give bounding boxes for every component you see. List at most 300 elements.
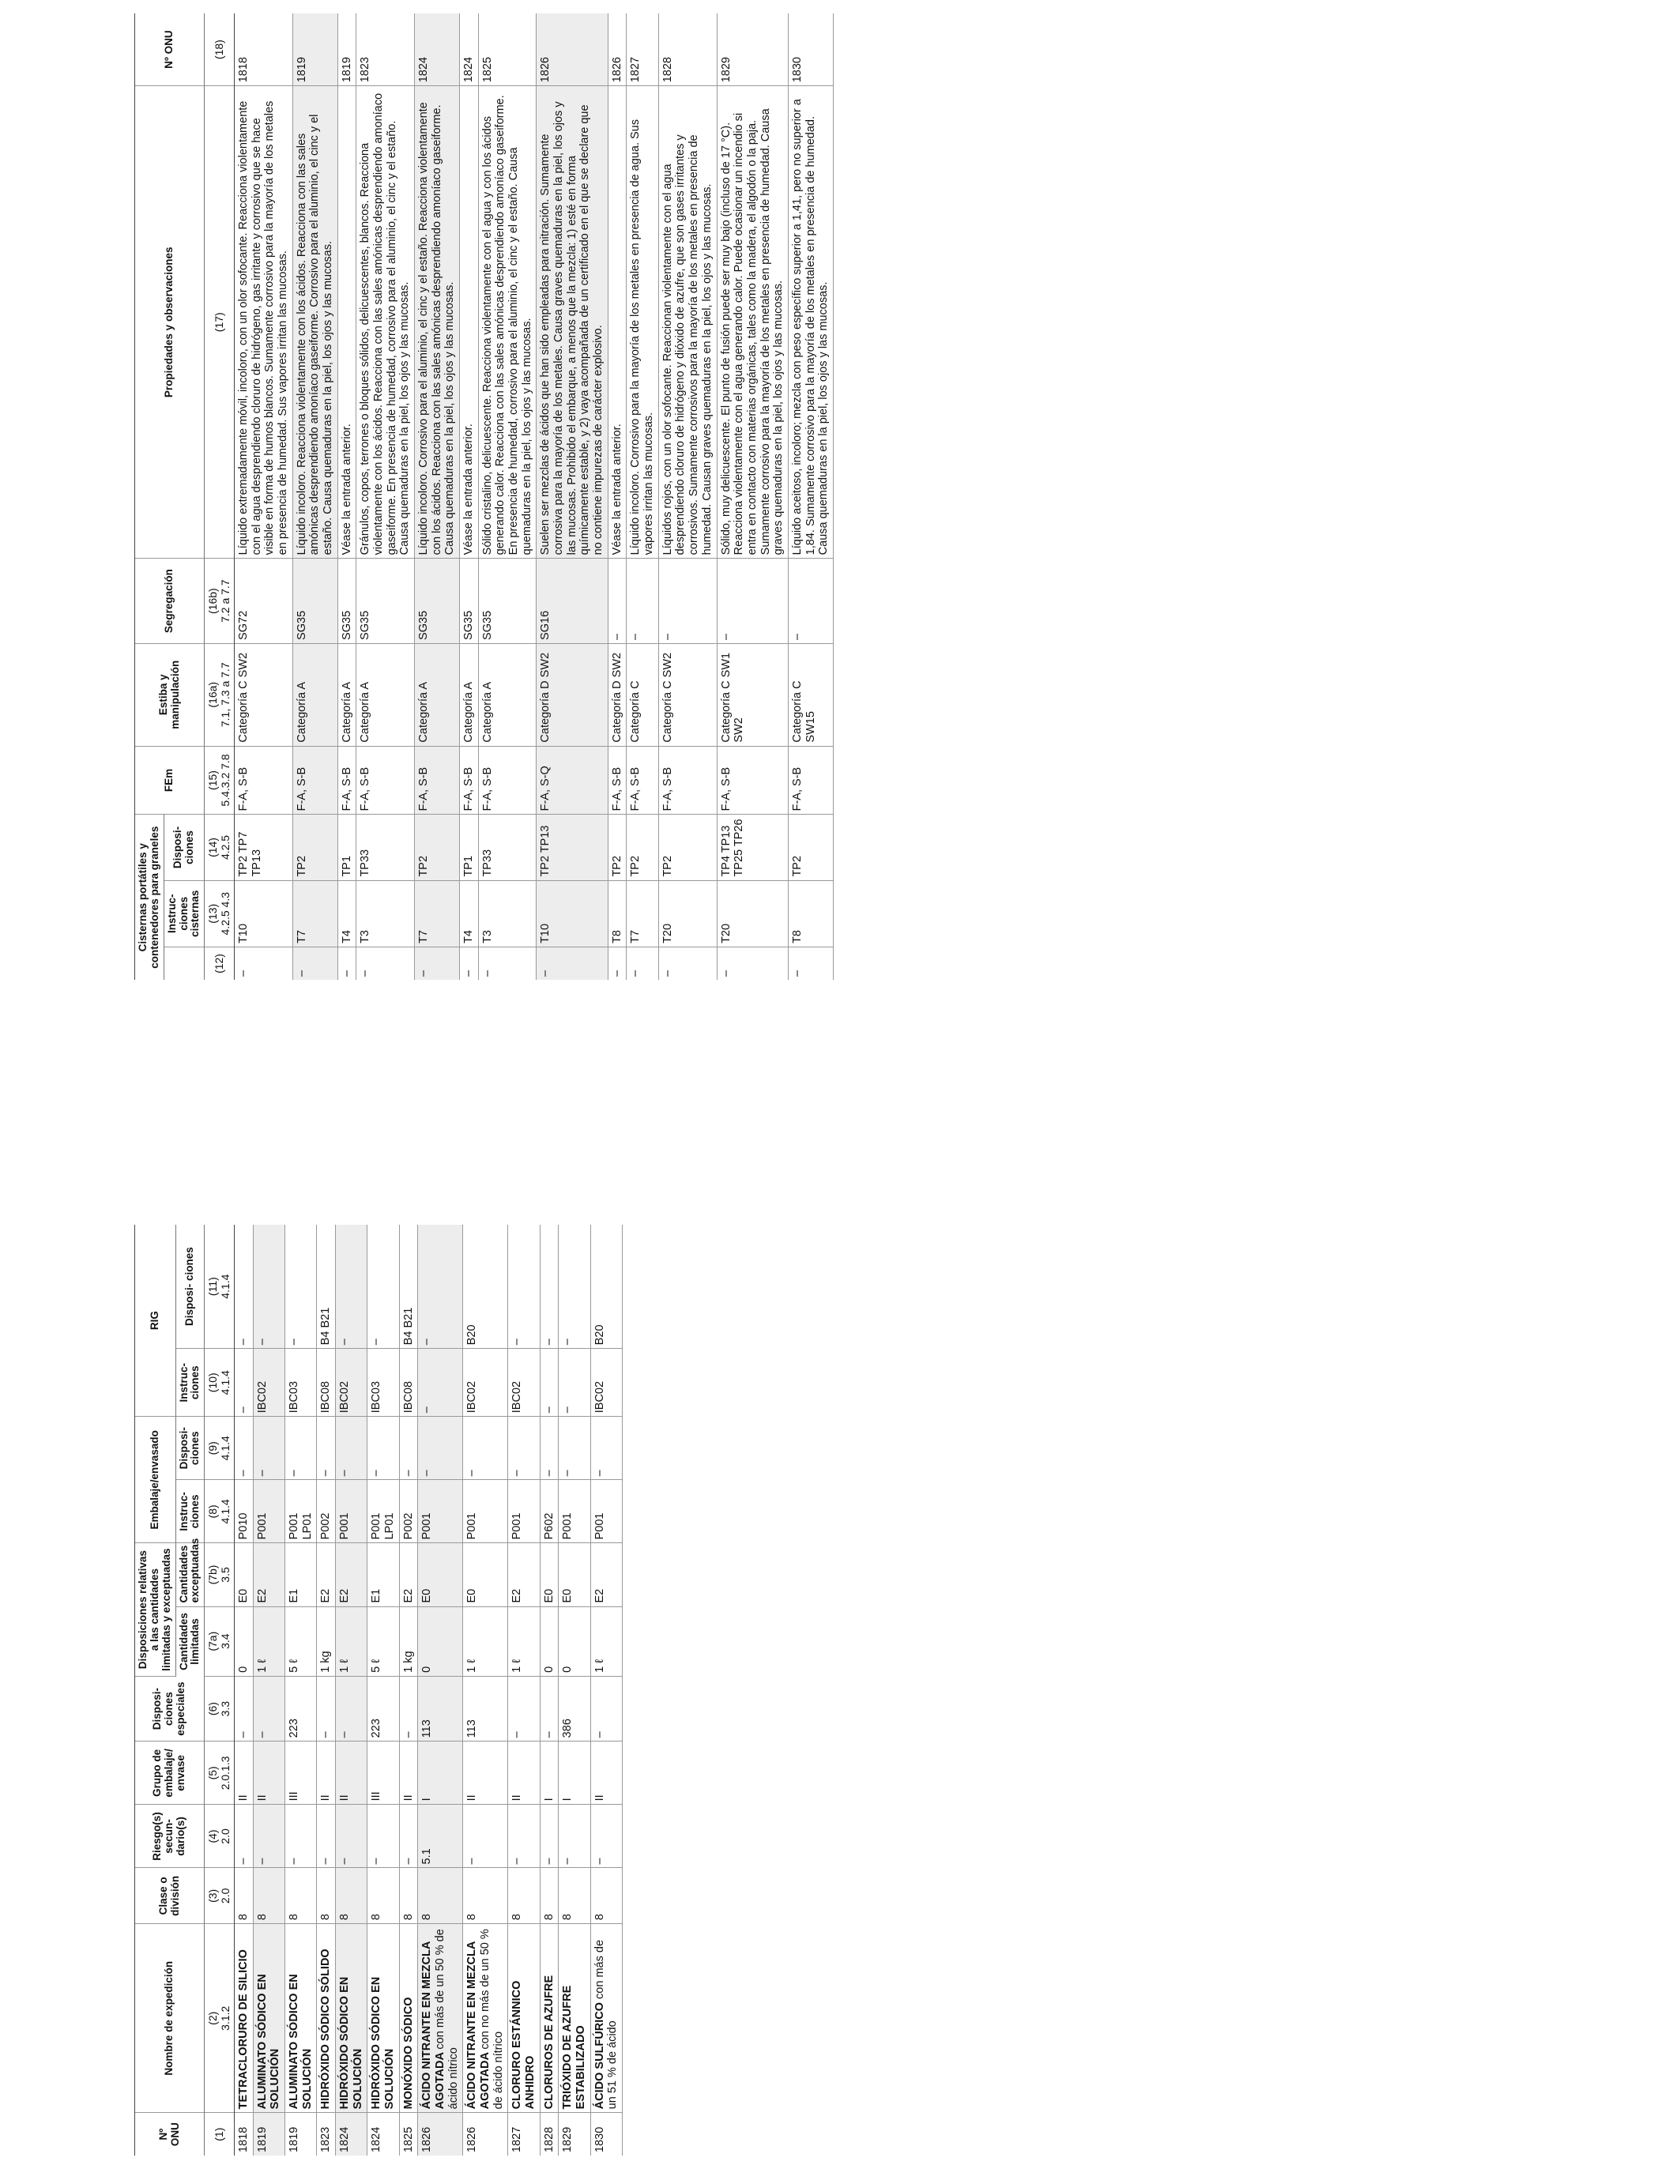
- shipping-name-qualifier: con no más de un 50 % de ácido nítrico: [479, 1929, 505, 2110]
- column-ref: [205, 13, 235, 86]
- column-ref: [205, 1676, 235, 1741]
- un-number: 1825: [478, 13, 537, 86]
- ibc-provision: B20: [590, 1225, 622, 1349]
- tank-instruction: T3: [478, 880, 537, 947]
- segregation-code: SG35: [478, 559, 537, 644]
- excepted-quantity: E0: [540, 1543, 559, 1606]
- tank-column-12: –: [539, 970, 552, 977]
- un-number: 1819: [292, 13, 337, 86]
- class: 8: [285, 1868, 317, 1924]
- ibc-provision: –: [418, 1225, 463, 1349]
- un-number: 1828: [658, 13, 717, 86]
- subsidiary-risk: –: [285, 1805, 317, 1868]
- dangerous-goods-list-part-1: [134, 1225, 623, 2156]
- column-ref-section: 4.1.4: [218, 1274, 232, 1299]
- column-ref: [205, 1417, 235, 1480]
- shipping-name-text: ALUMINATO SÓDICO EN SOLUCIÓN: [255, 1974, 282, 2110]
- column-ref-number: (1): [212, 2127, 225, 2141]
- packing-provision: –: [336, 1417, 367, 1480]
- packing-provision: –: [285, 1417, 317, 1480]
- ems-code: F-A, S-B: [658, 746, 717, 815]
- limited-quantity: 1 kg: [317, 1606, 336, 1676]
- tank-provision: TP4 TP13 TP25 TP26: [717, 815, 788, 880]
- column-ref: [205, 559, 235, 644]
- ibc-instruction: –: [559, 1349, 590, 1417]
- ibc-provision: –: [253, 1225, 284, 1349]
- class: 8: [590, 1868, 622, 1924]
- limited-quantity: 1 ℓ: [336, 1606, 367, 1676]
- column-ref-section: 3.4: [218, 1633, 232, 1649]
- properties-observations: Líquido extremadamente móvil, incoloro, con un olor sofocante. Reacciona violentamente con el agua desprendiendo cloruro de hidrógeno, gas irritante y corrosivo que se hace visible en forma de humos blancos. Sumamente corrosivo para la mayoría de los metales en presencia de humedad. Sus vapores irritan las mucosas.: [235, 86, 293, 559]
- tank-column-12: –: [610, 970, 623, 977]
- dangerous-goods-list-part-2: [134, 13, 834, 980]
- class: 8: [336, 1868, 367, 1924]
- column-ref: [205, 1225, 235, 1349]
- subsidiary-risk: –: [399, 1805, 418, 1868]
- header-subsidiary-risk: Riesgo(s) secun- dario(s): [135, 1805, 205, 1868]
- segregation-code: SG35: [415, 559, 460, 644]
- table-row: [418, 1225, 463, 2156]
- packing-provision: –: [590, 1417, 622, 1480]
- column-ref: [205, 1480, 235, 1543]
- table-row: [253, 1225, 284, 2156]
- shipping-name-text: CLORURO ESTÁNNICO ANHIDRO: [510, 1980, 537, 2110]
- class: 8: [253, 1868, 284, 1924]
- excepted-quantity: E2: [399, 1543, 418, 1606]
- tank-instruction: T4: [337, 880, 356, 947]
- ibc-instruction: IBC03: [285, 1349, 317, 1417]
- stowage-category: Categoría C: [627, 643, 658, 746]
- header-segregation: Segregación: [135, 559, 205, 644]
- packing-group: II: [336, 1742, 367, 1805]
- properties-observations: Líquido incoloro. Corrosivo para el aluminio, el cinc y el estaño. Reacciona violentamente con los ácidos. Reacciona con las sales amónicas desprendiendo amoníaco gaseiforme. Causa quemaduras en la piel, los ojos y las mucosas.: [415, 86, 460, 559]
- table-row: [590, 1225, 622, 2156]
- column-ref: [205, 1805, 235, 1868]
- column-reference-row-right: [205, 13, 235, 980]
- limited-quantity: 1 ℓ: [590, 1606, 622, 1676]
- ems-code: F-A, S-Q: [537, 746, 608, 815]
- packing-instruction: P001: [336, 1480, 367, 1543]
- tank-instruction: T8: [608, 880, 627, 947]
- special-provisions: 223: [285, 1676, 317, 1741]
- ibc-provision: –: [559, 1225, 590, 1349]
- segregation-code: SG72: [235, 559, 293, 644]
- un-number: 1823: [356, 13, 415, 86]
- tank-instruction: T20: [658, 880, 717, 947]
- excepted-quantity: E2: [253, 1543, 284, 1606]
- header-limited-quantities: Cantidades limitadas: [175, 1606, 205, 1676]
- column-ref: [205, 947, 235, 980]
- header-properties: Propiedades y observaciones: [135, 86, 205, 559]
- header-packing-instructions: Instruc- ciones: [175, 1480, 205, 1543]
- table-row: [356, 13, 415, 980]
- properties-observations: Véase la entrada anterior.: [460, 86, 479, 559]
- column-ref: [205, 746, 235, 815]
- subsidiary-risk: –: [317, 1805, 336, 1868]
- table-row: [337, 13, 356, 980]
- table-row: [285, 1225, 317, 2156]
- subsidiary-risk: –: [235, 1805, 254, 1868]
- tank-column-12: –: [237, 970, 250, 977]
- header-ibc-instructions: Instruc- ciones: [175, 1349, 205, 1417]
- dangerous-goods-table-right: [134, 13, 834, 980]
- excepted-quantity: E1: [285, 1543, 317, 1606]
- shipping-name: [508, 1924, 540, 2113]
- stowage-category: Categoría A: [292, 643, 337, 746]
- subsidiary-risk: –: [590, 1805, 622, 1868]
- ems-code: F-A, S-B: [337, 746, 356, 815]
- tank-provision: TP2: [627, 815, 658, 880]
- limited-quantity: 0: [540, 1606, 559, 1676]
- packing-group: II: [463, 1742, 508, 1805]
- column-ref-number: (5): [206, 1766, 220, 1780]
- packing-provision: –: [399, 1417, 418, 1480]
- table-row: [508, 1225, 540, 2156]
- stowage-category: Categoría C SW1 SW2: [717, 643, 788, 746]
- header-tank-provisions: Disposi- ciones: [164, 815, 205, 880]
- properties-observations: Líquido aceitoso, incoloro; mezcla con peso específico superior a 1,41, pero no superior a 1,84. Sumamente corrosivo para la mayoría de los metales en presencia de humedad. Causa quemaduras en la piel, los ojos y las mucosas.: [788, 86, 833, 559]
- column-ref: [205, 643, 235, 746]
- segregation-code: –: [627, 559, 658, 644]
- header-shipping-name: Nombre de expedición: [135, 1924, 205, 2113]
- packing-instruction: P010: [235, 1480, 254, 1543]
- un-number: 1824: [460, 13, 479, 86]
- header-ibc: RIG: [135, 1225, 176, 1417]
- table-row: [235, 13, 293, 980]
- shipping-name: [590, 1924, 622, 2113]
- column-ref-number: (9): [206, 1441, 220, 1455]
- packing-provision: –: [508, 1417, 540, 1480]
- header-limited-excepted: Disposiciones relativas a las cantidades limitadas y exceptuadas: [135, 1543, 176, 1676]
- shipping-name: [285, 1924, 317, 2113]
- segregation-code: –: [717, 559, 788, 644]
- un-number: 1824: [370, 2126, 383, 2152]
- header-class: Clase o división: [135, 1868, 205, 1924]
- tank-provision: TP2: [415, 815, 460, 880]
- un-number: 1826: [608, 13, 627, 86]
- limited-quantity: 1 ℓ: [463, 1606, 508, 1676]
- tank-provision: TP1: [460, 815, 479, 880]
- ibc-provision: –: [508, 1225, 540, 1349]
- tank-provision: TP1: [337, 815, 356, 880]
- packing-provision: –: [317, 1417, 336, 1480]
- ibc-instruction: IBC08: [317, 1349, 336, 1417]
- tank-instruction: T7: [627, 880, 658, 947]
- segregation-code: SG35: [356, 559, 415, 644]
- column-ref-number: (16a): [206, 681, 220, 708]
- un-number: 1826: [465, 2126, 479, 2152]
- subsidiary-risk: –: [508, 1805, 540, 1868]
- column-ref-number: (18): [212, 40, 225, 60]
- tank-provision: TP2 TP7 TP13: [235, 815, 293, 880]
- packing-group: II: [590, 1742, 622, 1805]
- table-row: [235, 1225, 254, 2156]
- shipping-name-qualifier: con más de un 50 % de ácido nítrico: [434, 1929, 460, 2110]
- shipping-name-text: TRIÓXIDO DE AZUFRE ESTABILIZADO: [561, 1985, 588, 2110]
- special-provisions: –: [540, 1676, 559, 1741]
- packing-instruction: P001: [253, 1480, 284, 1543]
- column-ref-number: (17): [212, 312, 225, 333]
- un-number: 1819: [337, 13, 356, 86]
- column-ref: [205, 815, 235, 880]
- column-ref-section: 4.2.5 4.3: [218, 891, 232, 936]
- special-provisions: –: [508, 1676, 540, 1741]
- shipping-name: [336, 1924, 367, 2113]
- tank-instruction: T10: [235, 880, 293, 947]
- segregation-code: SG35: [292, 559, 337, 644]
- tank-column-12: –: [480, 970, 494, 977]
- ibc-provision: B4 B21: [317, 1225, 336, 1349]
- column-ref: [205, 86, 235, 559]
- column-ref-section: 7.2 a 7.7: [218, 579, 232, 623]
- properties-observations: Líquidos rojos, con un olor sofocante. Reaccionan violentamente con el agua desprendiendo cloruro de hidrógeno y dióxido de azufre, que son gases irritantes y corrosivos. Sumamente corrosivos para la mayoría de los metales en presencia de humedad. Causan graves quemaduras en la piel, los ojos y las mucosas.: [658, 86, 717, 559]
- right-table-body: [235, 13, 834, 980]
- table-row: [717, 13, 788, 980]
- packing-instruction: P001: [559, 1480, 590, 1543]
- un-number: 1826: [537, 13, 608, 86]
- column-ref-number: (2): [206, 2011, 220, 2025]
- class: 8: [317, 1868, 336, 1924]
- header-special-provisions: Disposi- ciones especiales: [135, 1676, 205, 1741]
- header-packing-group: Grupo de embalaje/ envase: [135, 1742, 205, 1805]
- shipping-name: [540, 1924, 559, 2113]
- table-row: [317, 1225, 336, 2156]
- packing-instruction: P002: [317, 1480, 336, 1543]
- class: 8: [418, 1868, 463, 1924]
- ibc-instruction: IBC02: [508, 1349, 540, 1417]
- ems-code: F-A, S-B: [415, 746, 460, 815]
- table-row: [537, 13, 608, 980]
- un-number: 1830: [593, 2126, 606, 2152]
- packing-group: II: [317, 1742, 336, 1805]
- tank-instruction: T7: [415, 880, 460, 947]
- packing-instruction: P001: [418, 1480, 463, 1543]
- stowage-category: Categoría C SW2: [235, 643, 293, 746]
- subsidiary-risk: –: [367, 1805, 399, 1868]
- packing-instruction: P001 LP01: [285, 1480, 317, 1543]
- ibc-provision: –: [540, 1225, 559, 1349]
- tank-instruction: T20: [717, 880, 788, 947]
- column-ref-number: (14): [206, 838, 220, 857]
- table-row: [336, 1225, 367, 2156]
- stowage-category: Categoría A: [337, 643, 356, 746]
- special-provisions: 223: [367, 1676, 399, 1741]
- table-row: [463, 1225, 508, 2156]
- un-number: 1825: [401, 2126, 415, 2152]
- table-row: [460, 13, 479, 980]
- ibc-provision: B4 B21: [399, 1225, 418, 1349]
- column-ref-section: 3.5: [218, 1567, 232, 1583]
- class: 8: [235, 1868, 254, 1924]
- column-ref-number: (11): [206, 1277, 220, 1297]
- column-ref-section: 3.1.2: [218, 2005, 232, 2031]
- header-tank-instructions: Instruc- ciones cisternas: [164, 880, 205, 947]
- ibc-instruction: IBC03: [367, 1349, 399, 1417]
- table-row: [478, 13, 537, 980]
- shipping-name-text: ÁCIDO NITRANTE EN MEZCLA AGOTADA: [420, 1941, 447, 2110]
- un-number: 1829: [717, 13, 788, 86]
- limited-quantity: 1 ℓ: [253, 1606, 284, 1676]
- class: 8: [540, 1868, 559, 1924]
- shipping-name: [317, 1924, 336, 2113]
- shipping-name-qualifier: con más de un 51 % de ácido: [593, 1939, 620, 2110]
- tank-column-12: –: [417, 970, 431, 977]
- header-stowage: Estiba y manipulación: [135, 643, 205, 746]
- column-ref-number: (7a): [206, 1631, 220, 1651]
- tank-instruction: T10: [537, 880, 608, 947]
- tank-column-12: –: [462, 970, 476, 977]
- subsidiary-risk: –: [559, 1805, 590, 1868]
- segregation-code: –: [658, 559, 717, 644]
- column-ref-section: 2.0: [218, 1888, 232, 1904]
- column-ref-section: 4.1.4: [218, 1370, 232, 1395]
- column-ref-section: 3.3: [218, 1700, 232, 1717]
- packing-provision: –: [559, 1417, 590, 1480]
- column-ref: [205, 1349, 235, 1417]
- packing-instruction: P001: [590, 1480, 622, 1543]
- shipping-name-text: CLORUROS DE AZUFRE: [542, 1975, 556, 2110]
- column-ref: [205, 880, 235, 947]
- table-row: [367, 1225, 399, 2156]
- un-number: 1818: [235, 13, 293, 86]
- shipping-name-text: ALUMINATO SÓDICO EN SOLUCIÓN: [288, 1974, 314, 2110]
- tank-column-12: –: [790, 970, 804, 977]
- un-number: 1826: [420, 2126, 434, 2152]
- excepted-quantity: E1: [367, 1543, 399, 1606]
- column-ref-number: (7b): [206, 1565, 220, 1585]
- ems-code: F-A, S-B: [292, 746, 337, 815]
- table-row: [540, 1225, 559, 2156]
- header-ems: FEm: [135, 746, 205, 815]
- un-number: 1823: [319, 2126, 333, 2152]
- un-number: 1827: [627, 13, 658, 86]
- properties-observations: Suelen ser mezclas de ácidos que han sido empleadas para nitración. Sumamente corrosiva para la mayoría de los metales. Causa graves quemaduras en la piel, los ojos y las mucosas. Prohibido el embarque, a menos que la mezcla: 1) esté en forma químicamente estable, y 2) vaya acompañada de un certificado en el que se declare que no contiene impurezas de carácter explosivo.: [537, 86, 608, 559]
- limited-quantity: 0: [235, 1606, 254, 1676]
- stowage-category: Categoría C SW15: [788, 643, 833, 746]
- special-provisions: –: [590, 1676, 622, 1741]
- segregation-code: SG35: [460, 559, 479, 644]
- subsidiary-risk: –: [540, 1805, 559, 1868]
- special-provisions: –: [317, 1676, 336, 1741]
- properties-observations: Líquido incoloro. Reacciona violentamente con los ácidos. Reacciona con las sales amónicas desprendiendo amoníaco gaseiforme. Corrosivo para el aluminio, el cinc y el estaño. Causa quemaduras en la piel, los ojos y las mucosas.: [292, 86, 337, 559]
- limited-quantity: 1 ℓ: [508, 1606, 540, 1676]
- un-number: 1824: [338, 2126, 352, 2152]
- column-ref: [205, 1742, 235, 1805]
- excepted-quantity: E0: [559, 1543, 590, 1606]
- shipping-name: [399, 1924, 418, 2113]
- column-ref: [205, 1924, 235, 2113]
- un-number: 1818: [237, 2126, 250, 2152]
- ems-code: F-A, S-B: [788, 746, 833, 815]
- excepted-quantity: E2: [590, 1543, 622, 1606]
- subsidiary-risk: 5.1: [418, 1805, 463, 1868]
- header-packing-provisions: Disposi- ciones: [175, 1417, 205, 1480]
- packing-provision: –: [253, 1417, 284, 1480]
- dangerous-goods-table-left: [134, 1225, 623, 2156]
- segregation-code: SG16: [537, 559, 608, 644]
- properties-observations: Líquido incoloro. Corrosivo para la mayoría de los metales en presencia de agua. Sus vapores irritan las mucosas.: [627, 86, 658, 559]
- shipping-name: [418, 1924, 463, 2113]
- shipping-name-text: ÁCIDO SULFÚRICO: [593, 2001, 606, 2110]
- special-provisions: 386: [559, 1676, 590, 1741]
- packing-group: III: [285, 1742, 317, 1805]
- un-number: 1829: [561, 2126, 574, 2152]
- column-ref-number: (13): [206, 903, 220, 924]
- un-number: 1827: [510, 2126, 524, 2152]
- packing-provision: –: [367, 1417, 399, 1480]
- stowage-category: Categoría D SW2: [608, 643, 627, 746]
- header-un-number-right: Nº ONU: [135, 13, 205, 86]
- ibc-provision: –: [336, 1225, 367, 1349]
- shipping-name: [559, 1924, 590, 2113]
- table-row: [627, 13, 658, 980]
- column-ref: [205, 2113, 235, 2156]
- column-ref-section: 4.1.4: [218, 1499, 232, 1524]
- tank-provision: TP2 TP13: [537, 815, 608, 880]
- table-row: [559, 1225, 590, 2156]
- properties-observations: Véase la entrada anterior.: [608, 86, 627, 559]
- column-ref-number: (16b): [206, 588, 220, 614]
- segregation-code: –: [788, 559, 833, 644]
- stowage-category: Categoría A: [478, 643, 537, 746]
- packing-group: II: [253, 1742, 284, 1805]
- header-ibc-provisions: Disposi- ciones: [175, 1225, 205, 1349]
- limited-quantity: 0: [559, 1606, 590, 1676]
- ibc-provision: –: [285, 1225, 317, 1349]
- limited-quantity: 0: [418, 1606, 463, 1676]
- tank-column-12: –: [661, 970, 674, 977]
- header-portable-tanks: Cisternas portátiles y contenedores para graneles: [135, 815, 164, 980]
- segregation-code: SG35: [337, 559, 356, 644]
- column-ref-section: 4.2.5: [218, 834, 232, 860]
- stowage-category: Categoría A: [460, 643, 479, 746]
- properties-observations: Sólido, muy delicuescente. El punto de fusión puede ser muy bajo (incluso de 17 °C). Reacciona violentamente con el agua generando calor. Puede ocasionar un incendio si entra en contacto con materias orgánicas, tales como la madera, el algodón o la paja. Sumamente corrosivo para la mayoría de los metales en presencia de humedad. Causa graves quemaduras en la piel, los ojos y las mucosas.: [717, 86, 788, 559]
- un-number: 1819: [288, 2126, 301, 2152]
- table-row: [788, 13, 833, 980]
- shipping-name-text: HIDRÓXIDO SÓDICO EN SOLUCIÓN: [370, 1976, 397, 2110]
- packing-group: II: [399, 1742, 418, 1805]
- stowage-category: Categoría D SW2: [537, 643, 608, 746]
- shipping-name-text: HIDRÓXIDO SÓDICO SÓLIDO: [319, 1949, 333, 2110]
- packing-instruction: P001 LP01: [367, 1480, 399, 1543]
- shipping-name-text: ÁCIDO NITRANTE EN MEZCLA AGOTADA: [465, 1941, 492, 2110]
- packing-provision: –: [463, 1417, 508, 1480]
- tank-instruction: T3: [356, 880, 415, 947]
- properties-observations: Sólido cristalino, delicuescente. Reacciona violentamente con el agua y con los ácidos generando calor. Reacciona con las sales amónicas desprendiendo amoníaco gaseiforme. En presencia de humedad, corrosivo para el aluminio, el cinc y el estaño. Causa quemaduras en la piel, los ojos y las mucosas.: [478, 86, 537, 559]
- tank-column-12: –: [719, 970, 733, 977]
- tank-column-12: –: [359, 970, 372, 977]
- ems-code: F-A, S-B: [460, 746, 479, 815]
- column-ref-number: (3): [206, 1888, 220, 1903]
- packing-instruction: P602: [540, 1480, 559, 1543]
- column-ref-number: (4): [206, 1829, 220, 1843]
- ems-code: F-A, S-B: [627, 746, 658, 815]
- un-number: 1824: [415, 13, 460, 86]
- subsidiary-risk: –: [253, 1805, 284, 1868]
- un-number: 1828: [542, 2126, 556, 2152]
- column-ref: [205, 1606, 235, 1676]
- packing-provision: –: [235, 1417, 254, 1480]
- header-un-number: Nº ONU: [135, 2113, 205, 2156]
- stowage-category: Categoría A: [356, 643, 415, 746]
- table-row: [608, 13, 627, 980]
- special-provisions: –: [399, 1676, 418, 1741]
- shipping-name: [253, 1924, 284, 2113]
- table-row: [399, 1225, 418, 2156]
- packing-instruction: P001: [508, 1480, 540, 1543]
- tank-column-12: –: [629, 970, 642, 977]
- excepted-quantity: E2: [508, 1543, 540, 1606]
